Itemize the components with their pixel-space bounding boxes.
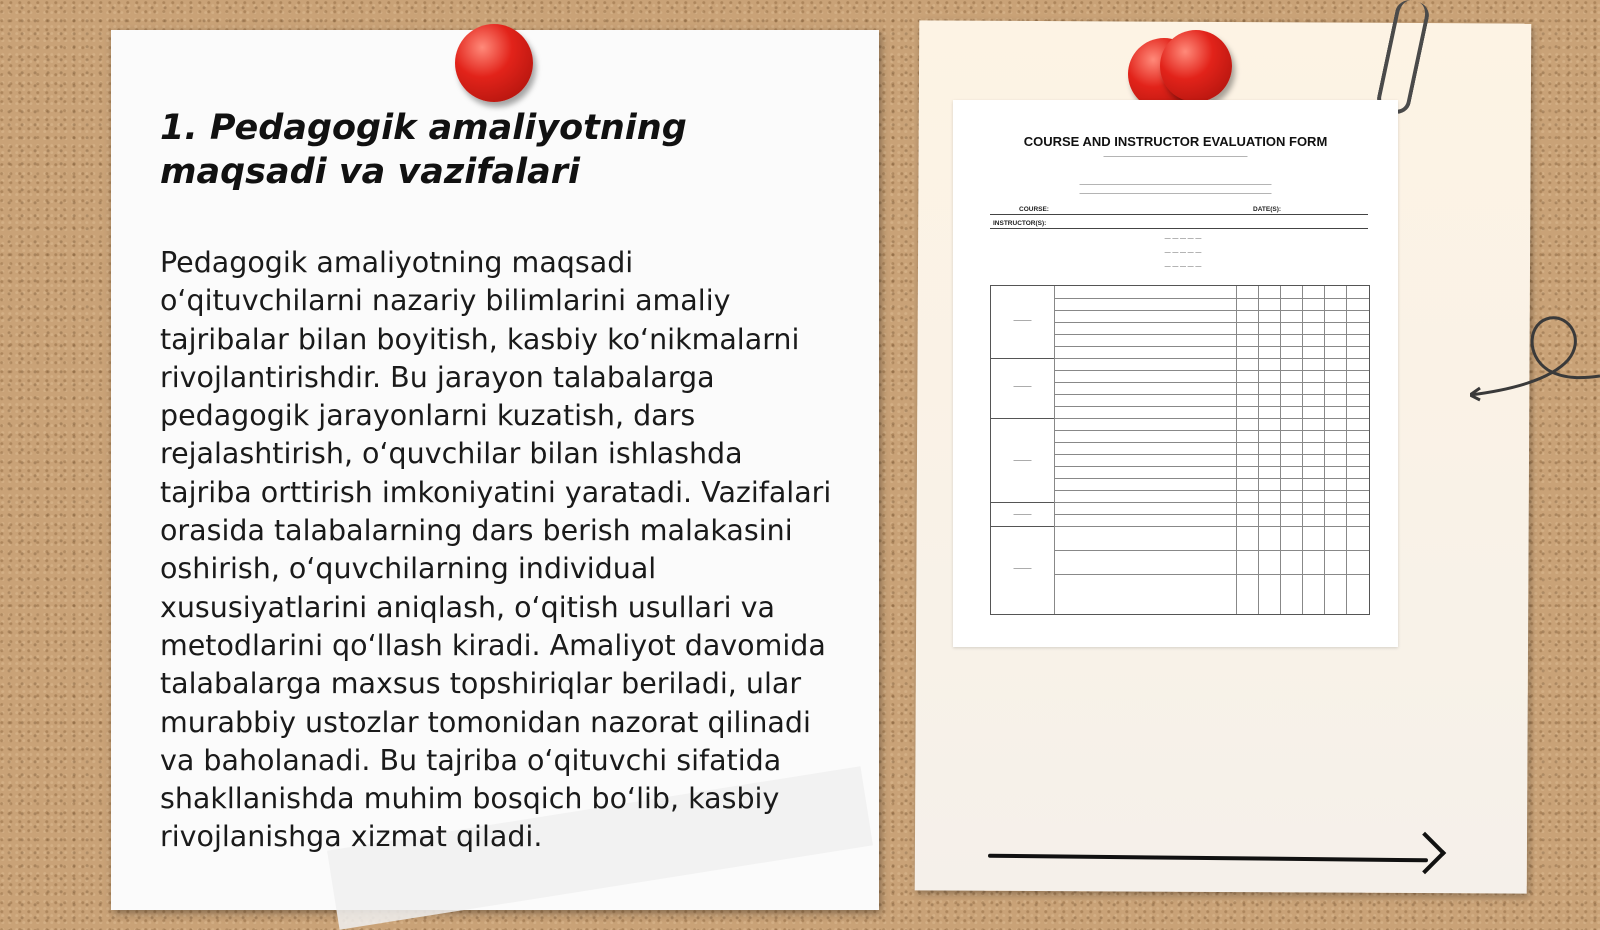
doodle-loop-icon [1470,300,1600,410]
pushpin-icon [1160,30,1232,102]
form-dates-label: DATE(S): [1253,206,1282,213]
pushpin-icon [455,24,533,102]
form-intro-lines: ———————————————————————————————— [1079,191,1272,197]
evaluation-form-image [953,100,1398,647]
form-intro-lines: ———————————————————————————————— [1079,182,1272,188]
form-subtitle-lines: ———————————————————————— [1103,154,1248,160]
form-title: COURSE AND INSTRUCTOR EVALUATION FORM [1023,134,1328,149]
rating-scale-legend: — — — — — [1164,236,1202,242]
slide-body-text: Pedagogik amaliyotning maqsadi o‘qituvchilarni nazariy bilimlarini amaliy tajribalar bilan boyitish, kasbiy ko‘nikmalarni rivojlantirishdir. Bu jarayon talabalarga pedagogik jarayonlarni kuzatish, dars rejalashtirish, o‘quvchilar bilan ishlashda tajriba orttirish imkoniyatini yaratadi. Vazifalari orasida talabalarning dars berish malakasini oshirish, o‘quvchilarning individual xususiyatlarini aniqlash, o‘qitish usullari va metodlarini qo‘llash kiradi. Amaliyot davomida talabalarga maxsus topshiriqlar beriladi, ular murabbiy ustozlar tomonidan nazorat qilinadi va baholanadi. Bu tajriba o‘qituvchi sifatida shakllanishda muhim bosqich bo‘lib, kasbiy rivojlanishga xizmat qiladi. [160,246,832,854]
form-rating-grid: ——— ——— ——— ——— ——— [990,285,1370,615]
form-course-label: COURSE: [1019,206,1049,213]
form-divider [990,228,1368,229]
rating-scale-legend: — — — — — [1164,250,1202,256]
slide-title: 1. Pedagogik amaliyotning maqsadi va vazifalari [160,108,687,192]
form-instructor-label: INSTRUCTOR(S): [993,220,1047,227]
rating-scale-legend: — — — — — [1164,264,1202,270]
form-divider [990,214,1368,215]
